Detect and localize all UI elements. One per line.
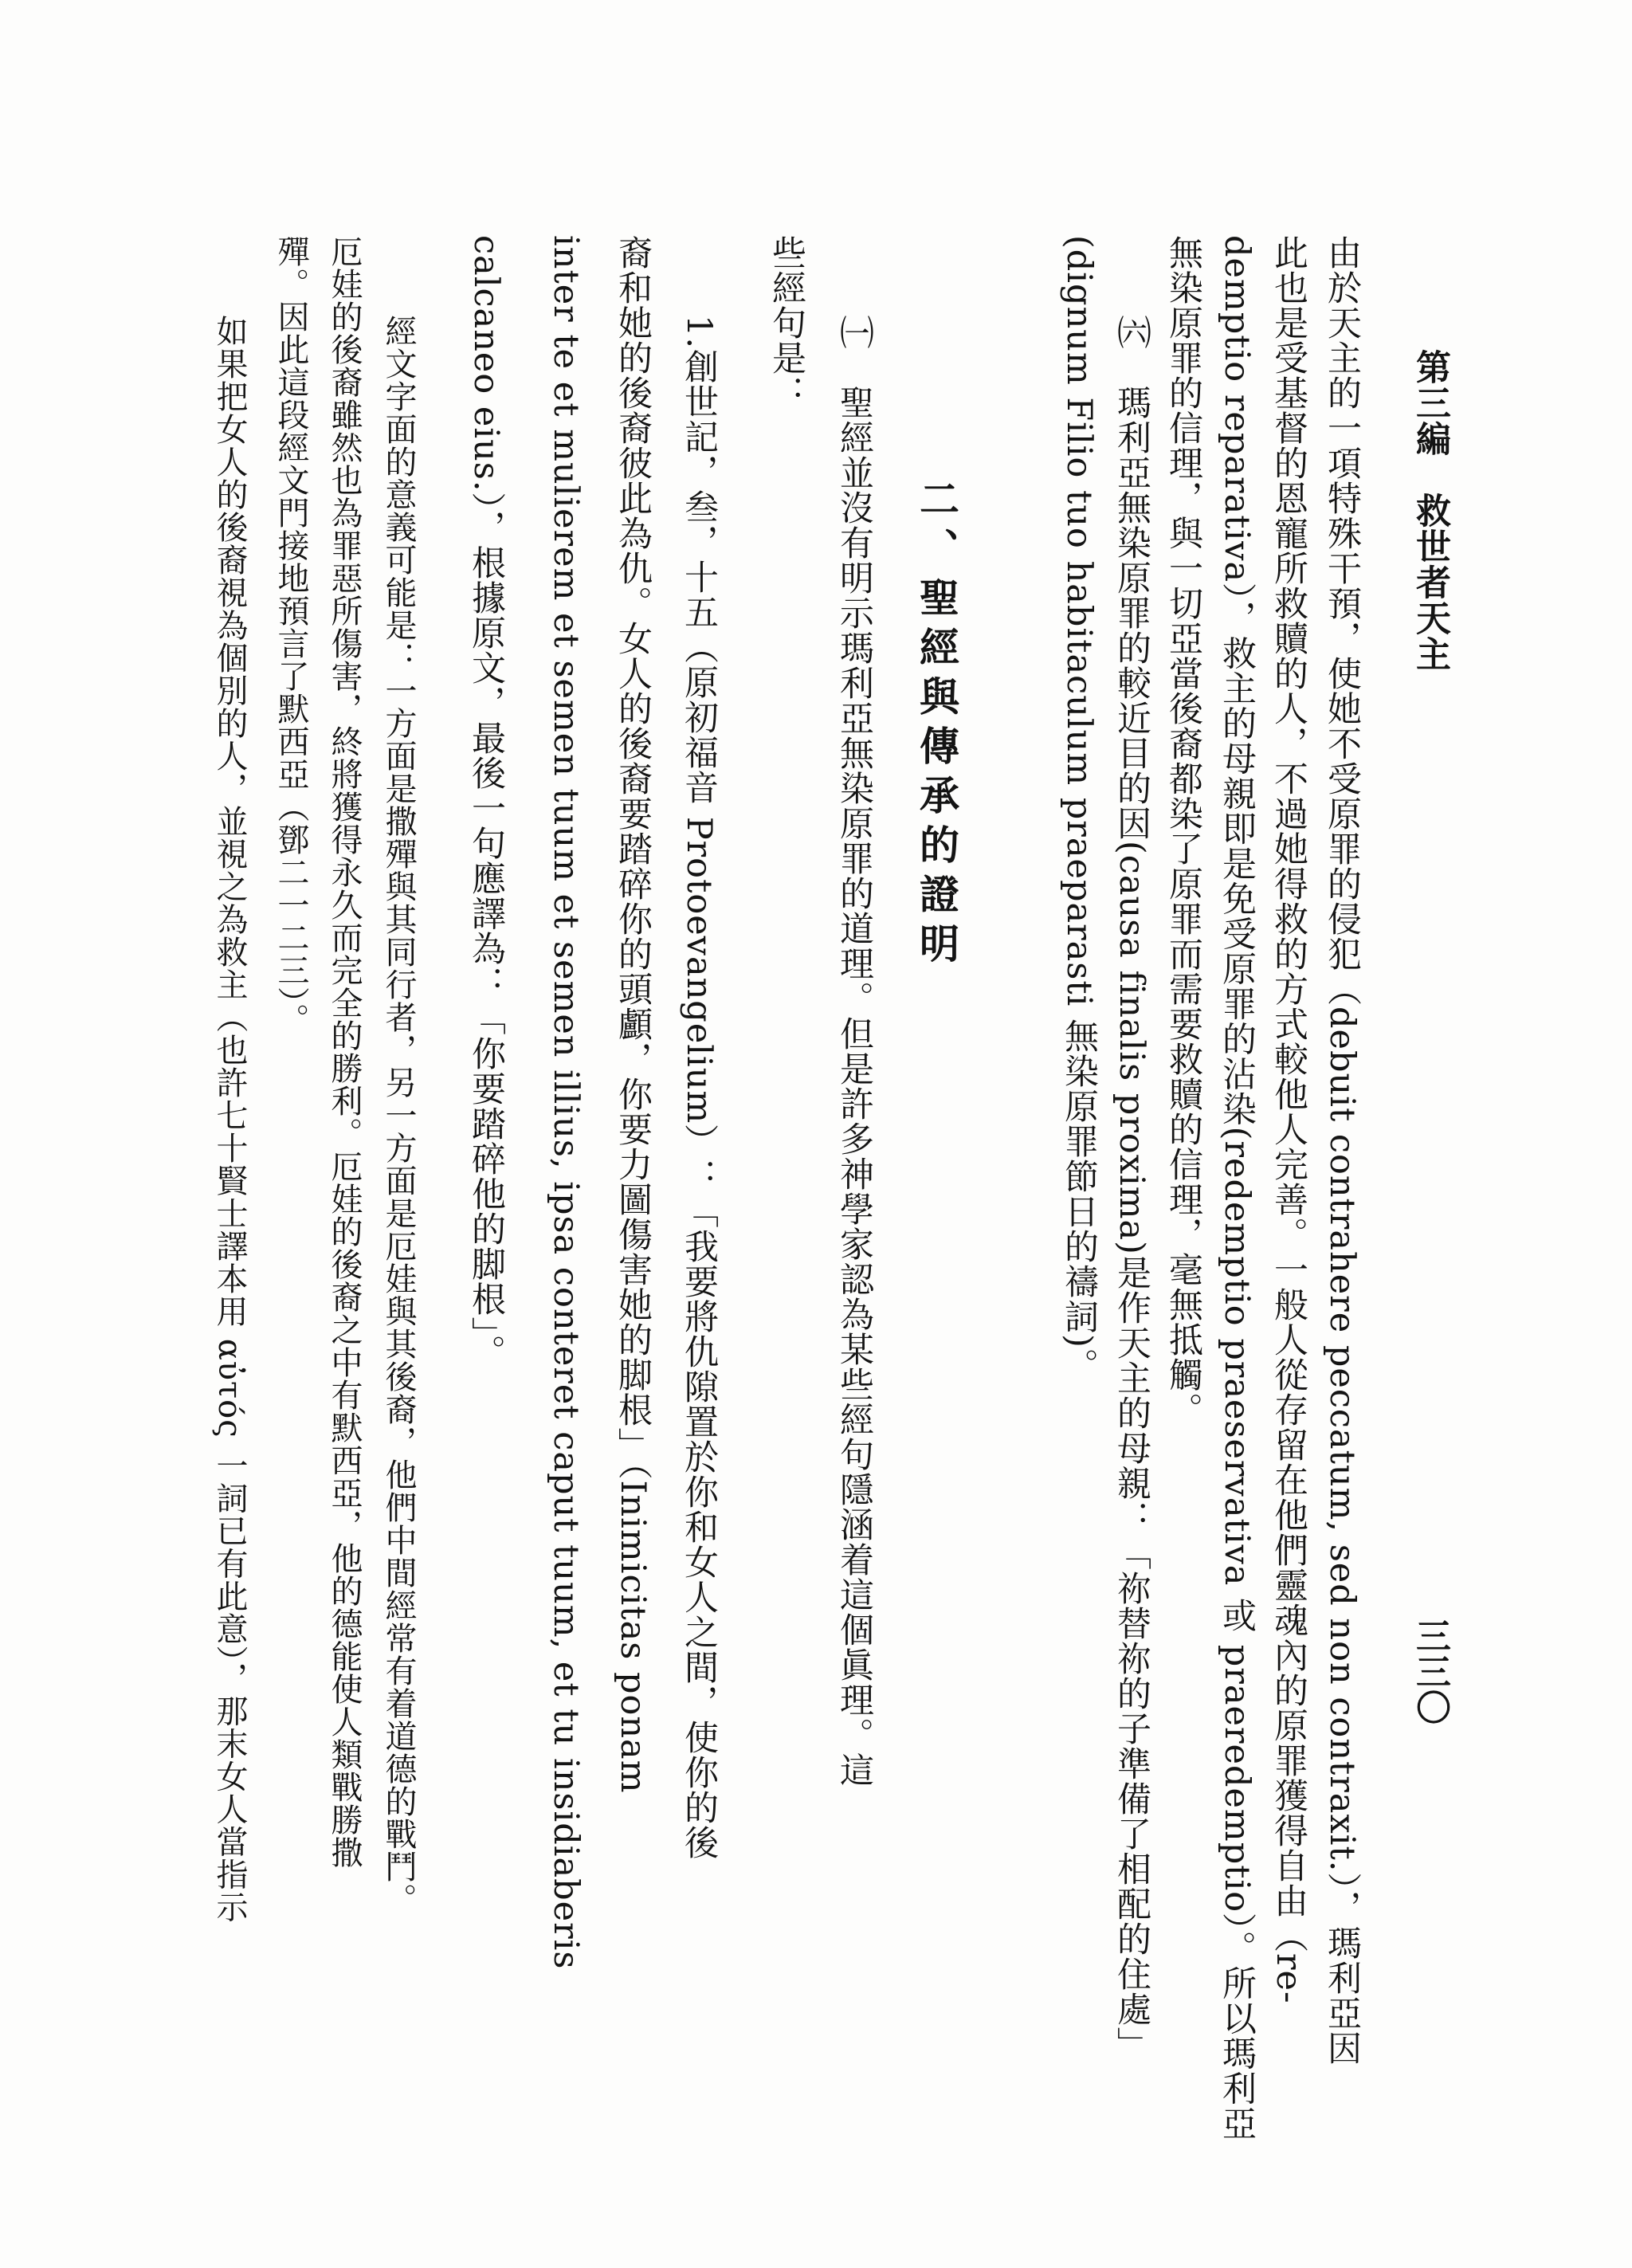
text-line: inter te et mulierem et semen tuum et semen illius, ipsa conteret caput tuum, et tu insidiaberis	[546, 235, 586, 1970]
text-line: 此也是受基督的恩寵所救贖的人，不過她得救的方式較他人完善。一般人從存留在他們靈魂內的原罪獲得自由（re-	[1269, 235, 1308, 2004]
text-line: 經文字面的意義可能是：一方面是撒殫與其同行者，另一方面是厄娃與其後裔，他們中間經常有着道德的戰鬥。	[380, 315, 417, 1916]
text-line: demptio reparativa），救主的母親即是免受原罪的沾染(redemptio praeservativa 或 praeredemptio）。所以瑪利亞	[1217, 235, 1257, 2141]
text-line: 無染原罪的信理，與一切亞當後裔都染了原罪而需要救贖的信理，毫無抵觸。	[1163, 235, 1203, 1427]
text-line: calcaneo eius.），根據原文，最後一句應譯為：「你要踏碎他的脚根」。	[466, 235, 506, 1370]
text-line: 如果把女人的後裔視為個別的人，並視之為救主（也許七十賢士譯本用 αὐτός 一詞已有此意），那末女人當指示	[211, 315, 248, 1924]
text-line: ㈥ 瑪利亞無染原罪的較近目的因(causa finalis proxima)是作天主的母親：「祢替祢的子準備了相配的住處」	[1112, 315, 1151, 2062]
text-line: 由於天主的一項特殊干預，使她不受原罪的侵犯（debuit contrahere peccatum, sed non contraxit.），瑪利亞因	[1322, 235, 1362, 2066]
section-heading: 二、聖經與傳承的證明	[913, 478, 960, 972]
text-line: 1.創世記，叁，十五（原初福音 Protoevangelium）：「我要將仇隙置於你和女人之間，使你的後	[679, 315, 719, 1861]
running-header: 第三編 救世者天主	[1410, 349, 1450, 672]
text-line: 殫。因此這段經文門接地預言了默西亞（鄧二一二三）。	[273, 235, 309, 1036]
page-number: 三三〇	[1410, 1618, 1450, 1725]
text-line: 厄娃的後裔雖然也為罪惡所傷害，終將獲得永久而完全的勝利。厄娃的後裔之中有默西亞，他的德能使人類戰勝撒	[326, 235, 363, 1869]
text-line: ㈠ 聖經並沒有明示瑪利亞無染原罪的道理。但是許多神學家認為某些經句隱涵着這個眞理。這	[834, 315, 874, 1787]
text-line: (dignum Filio tuo habitaculum praeparasti 無染原罪節日的禱詞)。	[1059, 235, 1099, 1383]
text-line: 些經句是：	[767, 235, 806, 410]
text-line: 裔和她的後裔彼此為仇。女人的後裔要踏碎你的頭顱，你要力圖傷害她的脚根」（Inimicitas ponam	[613, 235, 653, 1794]
